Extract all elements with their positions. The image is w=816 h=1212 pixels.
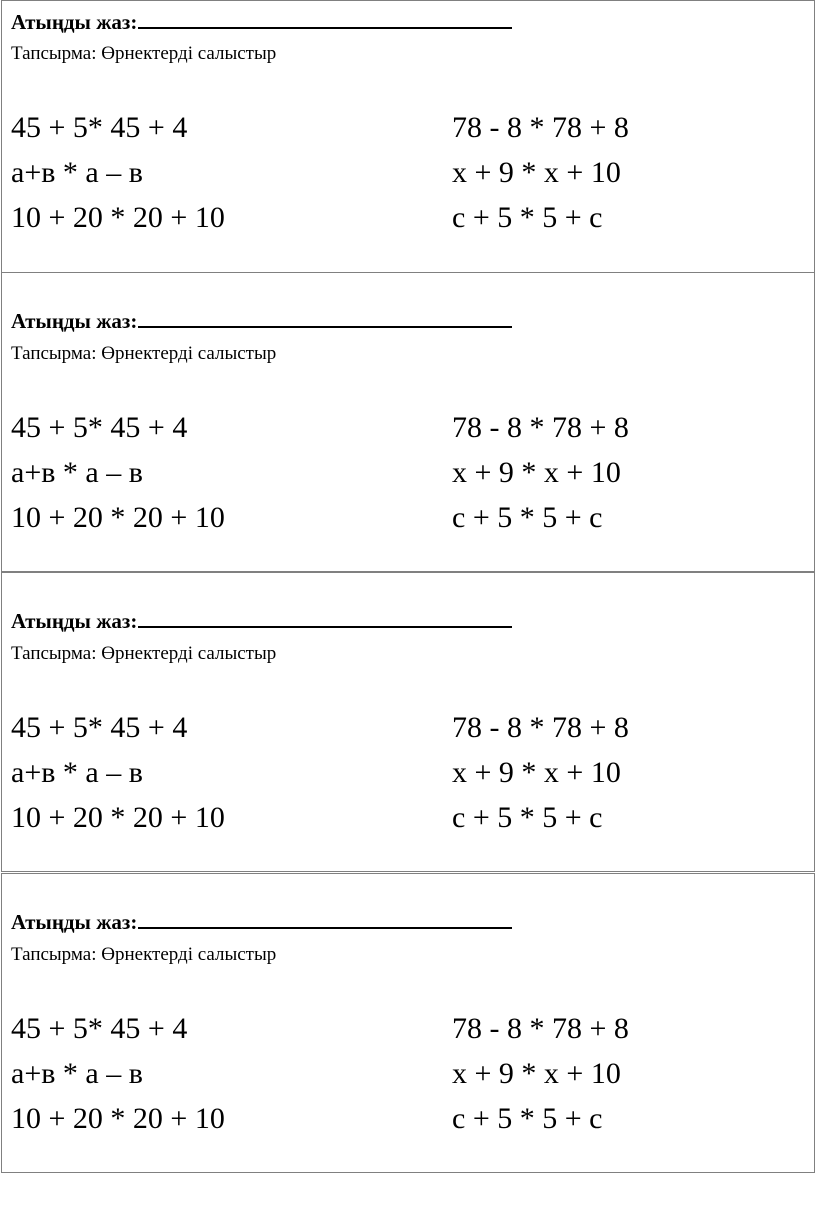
name-label: Атыңды жаз: bbox=[11, 309, 138, 333]
expression-left-3: 10 + 20 * 20 + 10 bbox=[11, 201, 225, 234]
expression-left-1: 45 + 5* 45 + 4 bbox=[11, 411, 188, 444]
expression-left-1: 45 + 5* 45 + 4 bbox=[11, 1012, 188, 1045]
name-prompt bbox=[11, 908, 512, 934]
task-instruction: Тапсырма: Өрнектерді салыстыр bbox=[11, 643, 277, 664]
task-instruction: Тапсырма: Өрнектерді салыстыр bbox=[11, 944, 277, 965]
expression-right-3: с + 5 * 5 + с bbox=[452, 501, 603, 534]
expression-right-1: 78 - 8 * 78 + 8 bbox=[452, 411, 629, 444]
expression-right-2: х + 9 * х + 10 bbox=[452, 156, 621, 189]
expression-left-3: 10 + 20 * 20 + 10 bbox=[11, 501, 225, 534]
worksheet-card bbox=[1, 572, 815, 872]
expression-right-2: х + 9 * х + 10 bbox=[452, 1057, 621, 1090]
expression-left-1: 45 + 5* 45 + 4 bbox=[11, 111, 188, 144]
name-prompt bbox=[11, 607, 512, 633]
expression-left-3: 10 + 20 * 20 + 10 bbox=[11, 801, 225, 834]
name-label: Атыңды жаз: bbox=[11, 910, 138, 934]
expression-left-2: а+в * а – в bbox=[11, 156, 143, 189]
expression-right-1: 78 - 8 * 78 + 8 bbox=[452, 1012, 629, 1045]
expression-right-1: 78 - 8 * 78 + 8 bbox=[452, 111, 629, 144]
name-prompt bbox=[11, 8, 512, 34]
name-blank-line bbox=[138, 307, 512, 328]
task-instruction: Тапсырма: Өрнектерді салыстыр bbox=[11, 343, 277, 364]
worksheet-card bbox=[1, 272, 815, 572]
name-blank-line bbox=[138, 607, 512, 628]
worksheet-card bbox=[1, 873, 815, 1173]
expression-left-3: 10 + 20 * 20 + 10 bbox=[11, 1102, 225, 1135]
name-blank-line bbox=[138, 8, 512, 29]
expression-right-3: с + 5 * 5 + с bbox=[452, 801, 603, 834]
name-label: Атыңды жаз: bbox=[11, 609, 138, 633]
expression-left-1: 45 + 5* 45 + 4 bbox=[11, 711, 188, 744]
name-blank-line bbox=[138, 908, 512, 929]
expression-left-2: а+в * а – в bbox=[11, 1057, 143, 1090]
name-prompt bbox=[11, 307, 512, 333]
task-instruction: Тапсырма: Өрнектерді салыстыр bbox=[11, 43, 277, 64]
expression-right-2: х + 9 * х + 10 bbox=[452, 456, 621, 489]
expression-right-2: х + 9 * х + 10 bbox=[452, 756, 621, 789]
expression-right-3: с + 5 * 5 + с bbox=[452, 1102, 603, 1135]
expression-left-2: а+в * а – в bbox=[11, 756, 143, 789]
expression-right-3: с + 5 * 5 + с bbox=[452, 201, 603, 234]
expression-right-1: 78 - 8 * 78 + 8 bbox=[452, 711, 629, 744]
expression-left-2: а+в * а – в bbox=[11, 456, 143, 489]
worksheet-card bbox=[1, 0, 815, 300]
name-label: Атыңды жаз: bbox=[11, 10, 138, 34]
